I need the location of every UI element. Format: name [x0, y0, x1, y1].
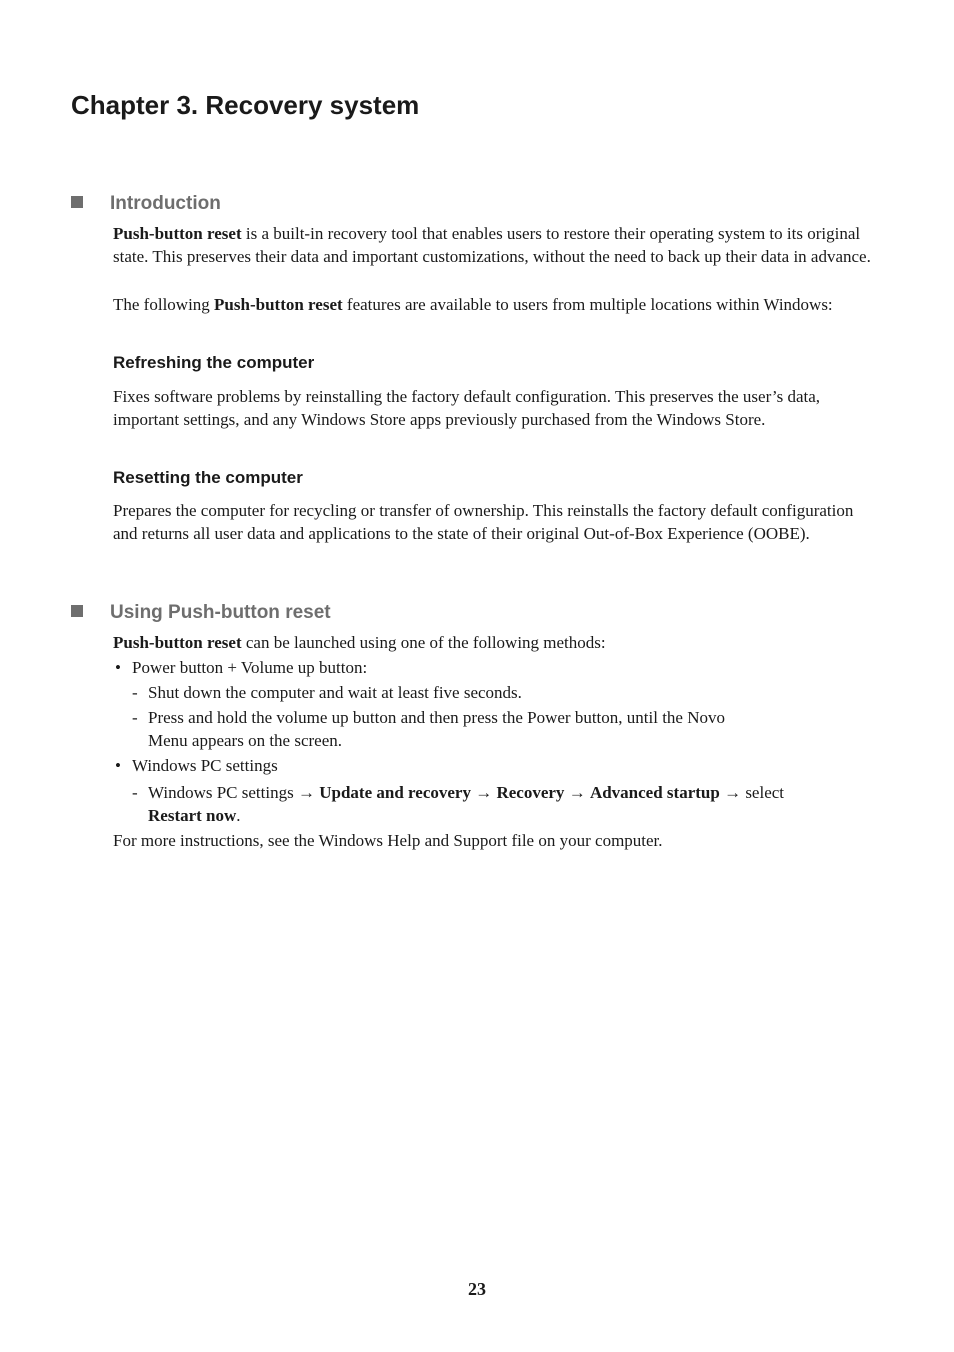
refresh-description: Fixes software problems by reinstalling the factory default configuration. This preserves the user’s data, important settings, and any Windows Store apps previously purchased from the Windows Store.: [113, 387, 821, 429]
reset-description: Prepares the computer for recycling or transfer of ownership. This reinstalls the factory default configuration and returns all user data and applications to the state of their original Out-of-Box Experience (OOBE).: [113, 501, 854, 543]
intro-paragraph-1: Push-button reset is a built-in recovery tool that enables users to restore their operating system to its original state. This preserves their data and important customizations, without the need to back up their data in advance.: [113, 224, 871, 266]
arrow-right-icon: →: [297, 783, 315, 802]
square-bullet-icon: [71, 605, 83, 617]
arrow-right-icon: →: [568, 783, 586, 802]
bullet-power-volume: Power button + Volume up button:: [132, 658, 368, 677]
chapter-title: Chapter 3. Recovery system: [71, 90, 420, 120]
dash-marker: -: [132, 783, 138, 802]
step-windows-pc-settings-path: Windows PC settings → Update and recovery → Recovery → Advanced startup → select: [148, 783, 785, 802]
dash-marker: -: [132, 683, 138, 702]
page-number: 23: [468, 1279, 486, 1299]
using-lead-paragraph: Push-button reset can be launched using one of the following methods:: [113, 633, 606, 652]
dash-marker: -: [132, 708, 138, 727]
bullet-icon: •: [115, 756, 121, 775]
step-shut-down: Shut down the computer and wait at least five seconds.: [148, 683, 522, 702]
section-heading-introduction: Introduction: [71, 193, 221, 215]
section-heading-using-push-button-reset: Using Push-button reset: [71, 602, 331, 624]
intro-paragraph-2: The following Push-button reset features are available to users from multiple locations within Windows:: [113, 295, 833, 314]
arrow-right-icon: →: [724, 783, 742, 802]
bullet-windows-pc-settings: Windows PC settings: [132, 756, 278, 775]
step-restart-now: Restart now.: [148, 806, 241, 825]
bullet-icon: •: [115, 658, 121, 677]
square-bullet-icon: [71, 196, 83, 208]
step-press-hold-line-1: Press and hold the volume up button and then press the Power button, until the Novo: [148, 708, 725, 727]
step-press-hold-line-2: Menu appears on the screen.: [148, 731, 343, 750]
subheading-refreshing: Refreshing the computer: [113, 353, 315, 372]
subheading-resetting: Resetting the computer: [113, 468, 303, 487]
more-instructions: For more instructions, see the Windows Help and Support file on your computer.: [113, 831, 663, 850]
arrow-right-icon: →: [475, 783, 493, 802]
